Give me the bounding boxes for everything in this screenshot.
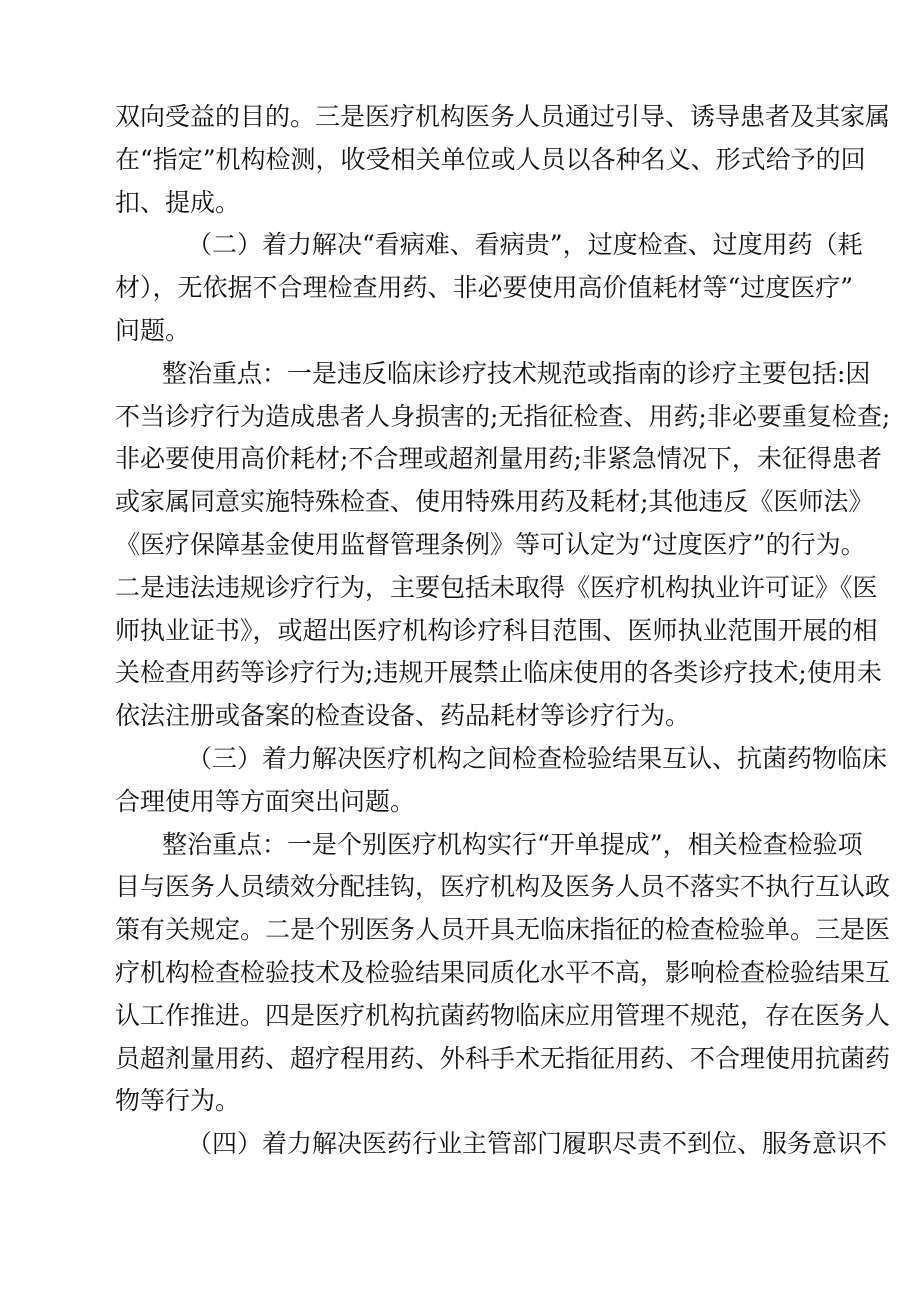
text-line: 整治重点：一是违反临床诊疗技术规范或指南的诊疗主要包括:因 [162,358,871,388]
text-line: 双向受益的目的。三是医疗机构医务人员通过引导、诱导患者及其家属 [115,102,891,131]
text-line: 整治重点：一是个别医疗机构实行“开单提成”，相关检查检验项 [162,829,863,859]
text-line: 《医疗保障基金使用监督管理条例》等可认定为“过度医疗”的行为。 [115,529,866,559]
section-heading-line: （四）着力解决医药行业主管部门履职尽责不到位、服务意识不 [187,1129,888,1159]
text-line: 扣、提成。 [115,187,241,217]
section-heading-line: （三）着力解决医疗机构之间检查检验结果互认、抗菌药物临床 [187,743,888,773]
text-line: 关检查用药等诊疗行为;违规开展禁止临床使用的各类诊疗技术;使用未 [115,658,882,688]
text-line: 不当诊疗行为造成患者人身损害的;无指征检查、用药;非必要重复检查; [115,401,891,431]
section-heading-line: 材），无依据不合理检查用药、非必要使用高价值耗材等“过度医疗” [115,273,854,303]
text-line: 师执业证书》，或超出医疗机构诊疗科目范围、医师执业范围开展的相 [115,615,878,645]
section-heading-line: 合理使用等方面突出问题。 [115,786,416,816]
text-line: 疗机构检查检验技术及检验结果同质化水平不高，影响检查检验结果互 [115,957,891,987]
text-line: 依法注册或备案的检查设备、药品耗材等诊疗行为。 [115,701,691,731]
section-heading-line: 问题。 [115,315,191,345]
text-line: 或家属同意实施特殊检查、使用特殊用药及耗材;其他违反《医师法》 [115,487,874,517]
text-line: 策有关规定。二是个别医务人员开具无临床指征的检查检验单。三是医 [115,915,891,945]
text-line: 二是违法违规诊疗行为，主要包括未取得《医疗机构执业许可证》《医 [115,572,878,602]
text-line: 认工作推进。四是医疗机构抗菌药物临床应用管理不规范，存在医务人 [115,1000,891,1030]
text-line: 在“指定”机构检测，收受相关单位或人员以各种名义、形式给予的回 [115,144,866,174]
document-body [115,96,891,1166]
text-line: 目与医务人员绩效分配挂钩，医疗机构及医务人员不落实不执行互认政 [115,872,891,902]
section-heading-line: （二）着力解决“看病难、看病贵”，过度检查、过度用药（耗 [187,230,863,260]
text-line: 员超剂量用药、超疗程用药、外科手术无指征用药、不合理使用抗菌药 [115,1043,891,1073]
text-line: 非必要使用高价耗材;不合理或超剂量用药;非紧急情况下，未征得患者 [115,444,882,474]
text-line: 物等行为。 [115,1086,241,1116]
